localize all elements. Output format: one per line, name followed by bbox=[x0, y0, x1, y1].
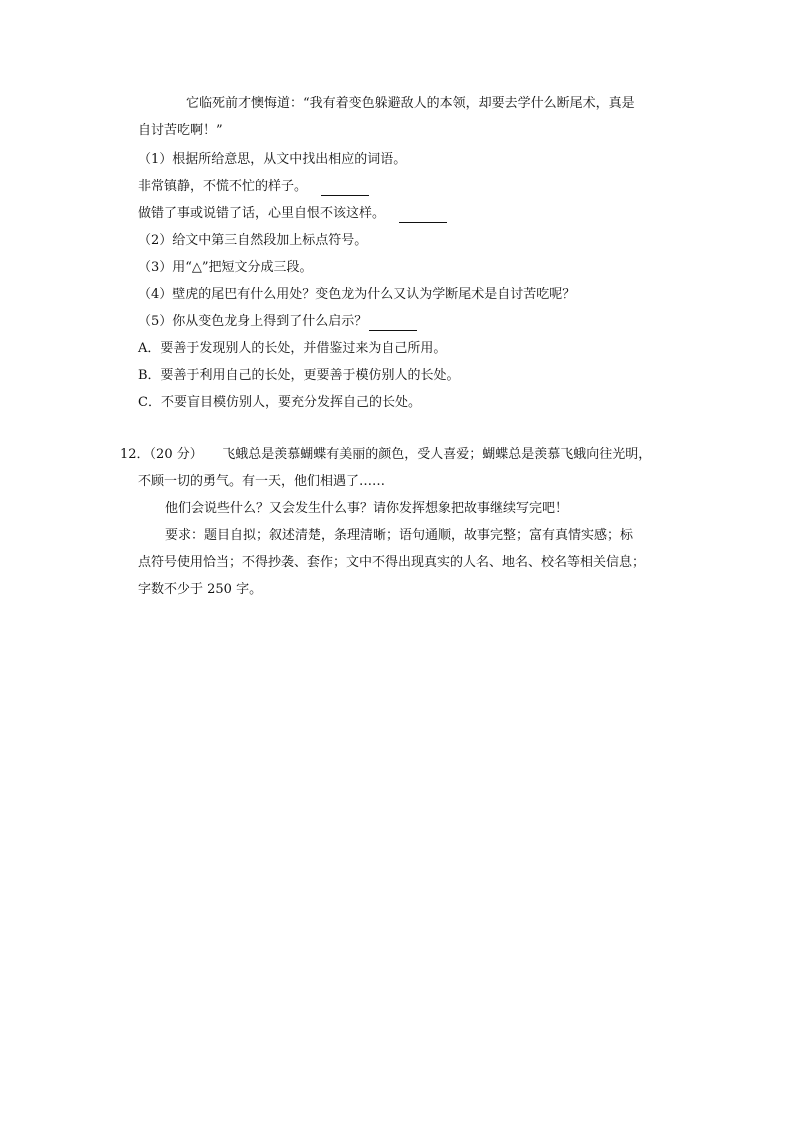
q11-sub3: （3）用“△”把短文分成三段。 bbox=[138, 260, 313, 275]
q11-sub1-b-text: 做错了事或说错了话，心里自恨不该这样。 bbox=[138, 206, 386, 221]
story-ending-line-1: 它临死前才懊悔道：“我有着变色躲避敌人的本领，却要去学什么断尾术，真是 bbox=[186, 96, 635, 111]
answer-blank[interactable] bbox=[369, 316, 417, 331]
q12-prompt: 他们会说些什么？又会发生什么事？请你发挥想象把故事继续写完吧！ bbox=[165, 501, 569, 516]
q11-sub1-a-text: 非常镇静，不慌不忙的样子。 bbox=[138, 179, 308, 194]
q11-sub4: （4）壁虎的尾巴有什么用处？变色龙为什么又认为学断尾术是自讨苦吃呢？ bbox=[138, 287, 576, 302]
q11-option-c: C．不要盲目模仿别人，要充分发挥自己的长处。 bbox=[138, 395, 421, 410]
story-ending-line-2: 自讨苦吃啊！” bbox=[138, 123, 223, 138]
q12-requirement-2: 点符号使用恰当；不得抄袭、套作；文中不得出现真实的人名、地名、校名等相关信息； bbox=[138, 555, 646, 570]
q11-sub5-text: （5）你从变色龙身上得到了什么启示？ bbox=[138, 314, 368, 329]
q11-sub1-b bbox=[138, 205, 447, 223]
q11-option-b: B．要善于利用自己的长处，更要善于模仿别人的长处。 bbox=[138, 368, 460, 383]
q11-option-a: A．要善于发现别人的长处，并借鉴过来为自己所用。 bbox=[138, 341, 447, 356]
q11-sub5 bbox=[138, 313, 417, 331]
q12-requirement-1: 要求：题目自拟；叙述清楚，条理清晰；语句通顺，故事完整；富有真情实感；标 bbox=[165, 528, 634, 543]
q11-sub2: （2）给文中第三自然段加上标点符号。 bbox=[138, 233, 368, 248]
answer-blank[interactable] bbox=[321, 181, 369, 196]
q12-requirement-3: 字数不少于 250 字。 bbox=[138, 582, 263, 597]
q11-sub1-a bbox=[138, 178, 369, 196]
answer-blank[interactable] bbox=[399, 208, 447, 223]
q12-line-1: 12．（20 分） 飞蛾总是羡慕蝴蝶有美丽的颜色，受人喜爱；蝴蝶总是羡慕飞蛾向往光明， bbox=[120, 447, 652, 462]
q11-sub1: （1）根据所给意思，从文中找出相应的词语。 bbox=[138, 152, 407, 167]
q12-line-2: 不顾一切的勇气。有一天，他们相遇了…… bbox=[138, 474, 386, 489]
